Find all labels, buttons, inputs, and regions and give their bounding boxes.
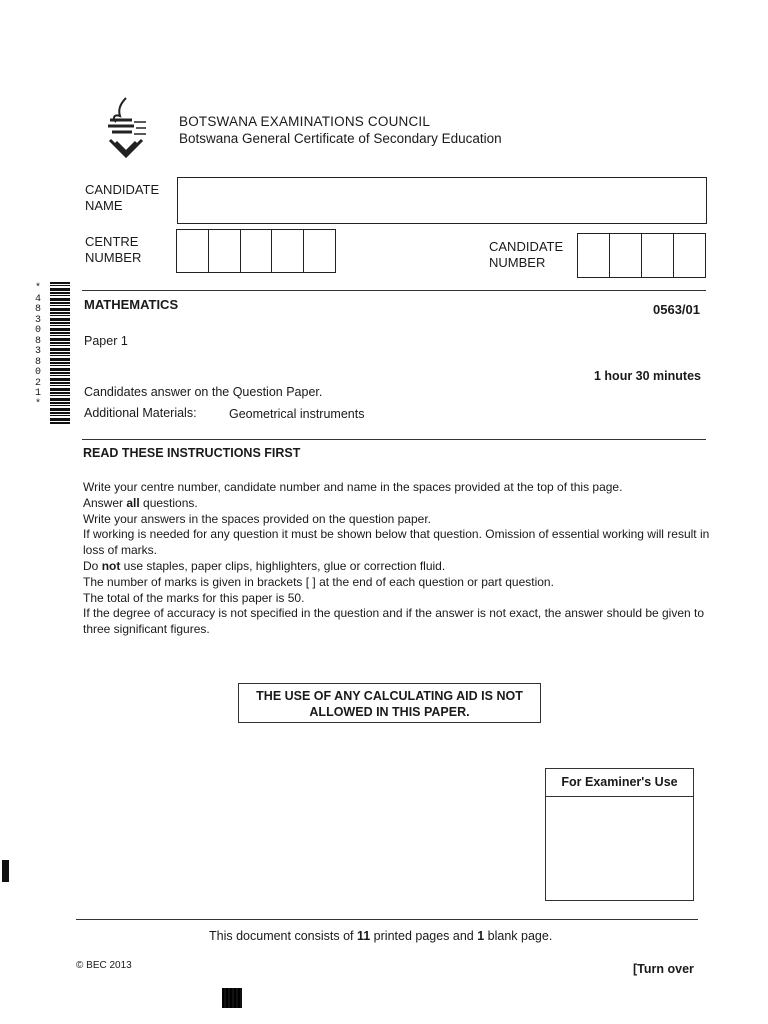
barcode (50, 282, 70, 424)
calculator-notice: THE USE OF ANY CALCULATING AID IS NOT ALLOWED IN THIS PAPER. (238, 683, 541, 723)
org-name: BOTSWANA EXAMINATIONS COUNCIL (179, 114, 431, 129)
examiner-use-label: For Examiner's Use (546, 769, 693, 797)
paper-code: 0563/01 (653, 302, 700, 317)
page-count: This document consists of 11 printed pages and 1 blank page. (209, 929, 553, 943)
centre-number-field[interactable] (176, 229, 336, 273)
instruction-line: The number of marks is given in brackets [ ] at the end of each question or part question. (83, 574, 554, 589)
answer-instruction: Candidates answer on the Question Paper. (84, 385, 323, 399)
paper-number: Paper 1 (84, 334, 128, 348)
materials-value: Geometrical instruments (229, 407, 365, 421)
candidate-number-label: CANDIDATE NUMBER (489, 239, 564, 270)
materials-label: Additional Materials: (84, 406, 197, 420)
qualification: Botswana General Certificate of Secondary Education (179, 131, 502, 146)
divider (82, 290, 706, 291)
subject: MATHEMATICS (84, 297, 179, 312)
candidate-number-field[interactable] (577, 233, 706, 278)
copyright: © BEC 2013 (76, 960, 132, 971)
divider (82, 439, 706, 440)
instruction-line: Write your answers in the spaces provided on the question paper. (83, 511, 431, 526)
registration-mark (2, 860, 9, 882)
instruction-line: Write your centre number, candidate number and name in the spaces provided at the top of this page. (83, 480, 623, 494)
instructions (83, 480, 713, 638)
instruction-line: If working is needed for any question it must be shown below that question. Omission of essential working will result in loss of marks. (83, 527, 713, 558)
instruction-line: Do not use staples, paper clips, highlighters, glue or correction fluid. (83, 558, 446, 573)
duration: 1 hour 30 minutes (594, 369, 701, 383)
candidate-name-field[interactable] (177, 177, 707, 224)
examiner-use-box (545, 768, 694, 901)
qr-code-icon (222, 988, 242, 1008)
turn-over: [Turn over (633, 962, 694, 976)
centre-number-label: CENTRE NUMBER (85, 234, 142, 265)
barcode-digits: * 4 8 3 0 8 3 8 0 2 1 * (34, 283, 41, 410)
instruction-line: The total of the marks for this paper is 50. (83, 590, 305, 605)
divider (76, 919, 698, 920)
instruction-line: Answer all questions. (83, 495, 198, 510)
instructions-title: READ THESE INSTRUCTIONS FIRST (83, 446, 301, 460)
bec-crest-icon (104, 96, 150, 162)
instruction-line: If the degree of accuracy is not specified in the question and if the answer is not exact, the answer should be given to three significant figures. (83, 606, 708, 637)
candidate-name-label: CANDIDATE NAME (85, 182, 160, 213)
